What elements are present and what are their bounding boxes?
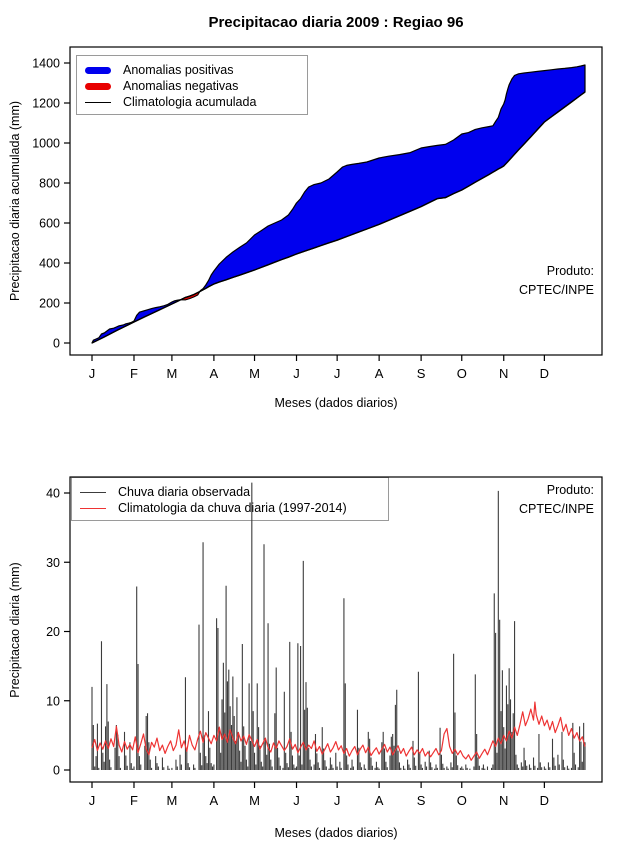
- bottom-x-axis-label: Meses (dados diarios): [274, 826, 398, 840]
- month-tick-label: M: [166, 366, 178, 381]
- product-note-line: Produto:: [546, 264, 594, 278]
- top-chart-legend: [76, 55, 308, 115]
- month-tick-label: J: [88, 366, 96, 381]
- month-tick-label: N: [499, 366, 509, 381]
- product-note-line: CPTEC/INPE: [518, 502, 594, 516]
- month-tick-label: O: [456, 366, 467, 381]
- y-tick-label: 30: [46, 555, 60, 570]
- month-tick-label: F: [130, 793, 138, 808]
- y-tick-label: 400: [39, 256, 60, 271]
- month-tick-label: D: [539, 793, 550, 808]
- month-tick-label: N: [499, 793, 509, 808]
- month-tick-label: J: [293, 793, 300, 808]
- y-tick-label: 10: [46, 694, 60, 709]
- y-tick-label: 1000: [32, 136, 60, 151]
- y-tick-label: 1200: [32, 96, 60, 111]
- month-tick-label: D: [539, 366, 550, 381]
- month-tick-label: O: [456, 793, 467, 808]
- month-tick-label: A: [374, 366, 384, 381]
- observed-rain-bars: [92, 483, 585, 770]
- month-tick-label: J: [333, 793, 341, 808]
- month-tick-label: A: [209, 793, 219, 808]
- top-chart-title: Precipitacao diaria 2009 : Regiao 96: [208, 14, 464, 31]
- month-tick-label: M: [249, 366, 260, 381]
- legend-label: Anomalias negativas: [123, 79, 239, 93]
- month-tick-label: J: [333, 366, 341, 381]
- y-tick-label: 0: [53, 336, 60, 351]
- y-tick-label: 600: [39, 216, 60, 231]
- legend-label: Climatologia acumulada: [123, 95, 257, 109]
- month-tick-label: M: [249, 793, 260, 808]
- month-tick-label: M: [166, 793, 178, 808]
- legend-item-accumulated-climatology: [85, 94, 297, 110]
- month-tick-label: J: [293, 366, 300, 381]
- top-product-note: [519, 262, 594, 300]
- y-tick-label: 200: [39, 296, 60, 311]
- legend-label: Chuva diaria observada: [118, 485, 251, 499]
- legend-item-positive-anomalies: [85, 62, 297, 78]
- plot-box: [70, 477, 602, 782]
- month-tick-label: A: [209, 366, 219, 381]
- month-tick-label: F: [130, 366, 138, 381]
- bottom-y-axis-label: Precipitacao diaria (mm): [8, 562, 22, 698]
- legend-label: Anomalias positivas: [123, 63, 234, 77]
- climatology-line-swatch-icon: [85, 102, 111, 103]
- bottom-product-note: [519, 481, 594, 519]
- y-tick-label: 20: [46, 625, 60, 639]
- top-x-axis-label: Meses (dados diarios): [274, 396, 398, 410]
- legend-label: Climatologia da chuva diaria (1997-2014): [118, 501, 347, 515]
- month-tick-label: A: [374, 793, 384, 808]
- y-tick-label: 0: [53, 763, 60, 778]
- negative-anomaly-swatch-icon: [85, 83, 111, 90]
- month-tick-label: S: [416, 793, 426, 808]
- product-note-line: Produto:: [546, 483, 594, 497]
- month-tick-label: S: [416, 366, 426, 381]
- y-tick-label: 800: [39, 176, 60, 191]
- top-y-axis-label: Precipitacao diaria acumulada (mm): [8, 100, 22, 302]
- legend-item-negative-anomalies: [85, 78, 297, 94]
- product-note-line: CPTEC/INPE: [518, 283, 594, 297]
- month-tick-label: J: [88, 793, 96, 808]
- y-tick-label: 40: [46, 486, 60, 501]
- y-tick-label: 1400: [32, 56, 60, 71]
- positive-anomaly-swatch-icon: [85, 67, 111, 74]
